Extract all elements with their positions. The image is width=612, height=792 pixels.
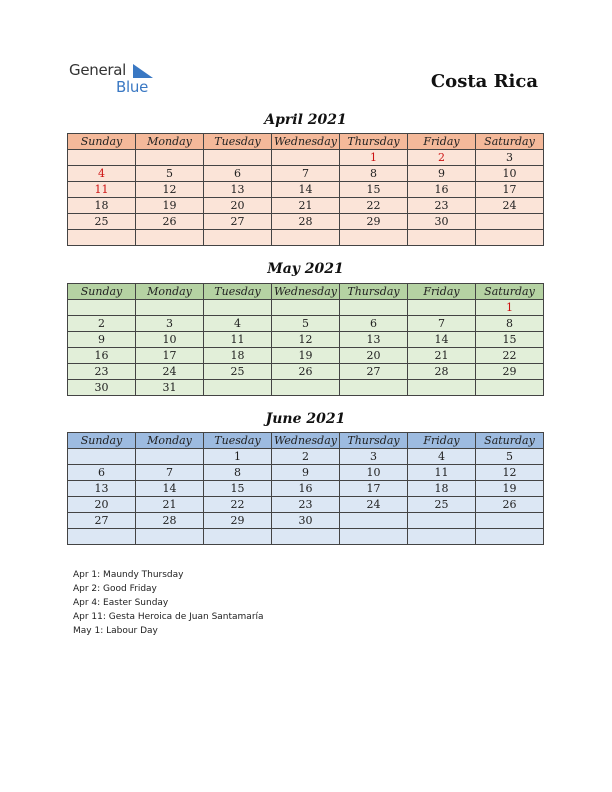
day-cell: 18 <box>68 198 136 214</box>
day-cell: 17 <box>136 348 204 364</box>
week-row <box>68 316 544 332</box>
empty-day-cell <box>136 529 204 545</box>
week-row <box>68 300 544 316</box>
country-title: Costa Rica <box>430 71 538 92</box>
day-cell: 1 <box>476 300 544 316</box>
day-cell: 3 <box>476 150 544 166</box>
empty-day-cell <box>136 150 204 166</box>
day-cell: 31 <box>136 380 204 396</box>
month-title-june: June 2021 <box>265 411 346 427</box>
day-cell: 30 <box>272 513 340 529</box>
day-cell: 28 <box>272 214 340 230</box>
day-cell: 17 <box>340 481 408 497</box>
day-cell: 20 <box>340 348 408 364</box>
empty-day-cell <box>476 529 544 545</box>
empty-day-cell <box>204 380 272 396</box>
day-cell: 1 <box>340 150 408 166</box>
week-row <box>68 513 544 529</box>
logo-text-blue: Blue <box>116 78 148 96</box>
day-cell: 3 <box>340 449 408 465</box>
holiday-item: Apr 2: Good Friday <box>73 584 157 594</box>
logo-triangle-icon <box>133 64 153 78</box>
day-cell: 11 <box>204 332 272 348</box>
empty-day-cell <box>340 380 408 396</box>
day-cell: 20 <box>204 198 272 214</box>
weekday-header: Saturday <box>476 433 544 449</box>
weekday-header: Wednesday <box>272 284 340 300</box>
day-cell: 24 <box>476 198 544 214</box>
day-cell: 19 <box>476 481 544 497</box>
weekday-header: Saturday <box>476 134 544 150</box>
day-cell: 12 <box>476 465 544 481</box>
day-cell: 13 <box>340 332 408 348</box>
day-cell: 24 <box>340 497 408 513</box>
logo <box>69 61 169 97</box>
day-cell: 9 <box>68 332 136 348</box>
day-cell: 16 <box>408 182 476 198</box>
day-cell: 7 <box>408 316 476 332</box>
weekday-header: Sunday <box>68 134 136 150</box>
weekday-header-row <box>68 134 544 150</box>
day-cell: 30 <box>408 214 476 230</box>
weekday-header: Saturday <box>476 284 544 300</box>
day-cell: 21 <box>408 348 476 364</box>
day-cell: 20 <box>68 497 136 513</box>
day-cell: 16 <box>68 348 136 364</box>
empty-day-cell <box>476 230 544 246</box>
empty-day-cell <box>68 150 136 166</box>
day-cell: 15 <box>204 481 272 497</box>
empty-day-cell <box>204 150 272 166</box>
calendar-june <box>67 432 544 545</box>
calendar-april <box>67 133 544 246</box>
day-cell: 3 <box>136 316 204 332</box>
weekday-header: Monday <box>136 284 204 300</box>
weekday-header: Tuesday <box>204 284 272 300</box>
day-cell: 26 <box>136 214 204 230</box>
empty-day-cell <box>204 300 272 316</box>
day-cell: 26 <box>272 364 340 380</box>
day-cell: 10 <box>340 465 408 481</box>
week-row <box>68 529 544 545</box>
day-cell: 2 <box>68 316 136 332</box>
empty-day-cell <box>408 300 476 316</box>
day-cell: 19 <box>272 348 340 364</box>
empty-day-cell <box>68 230 136 246</box>
holiday-item: Apr 11: Gesta Heroica de Juan Santamaría <box>73 612 264 622</box>
day-cell: 5 <box>476 449 544 465</box>
month-title-april: April 2021 <box>264 112 347 128</box>
weekday-header: Sunday <box>68 433 136 449</box>
day-cell: 18 <box>204 348 272 364</box>
empty-day-cell <box>340 513 408 529</box>
day-cell: 12 <box>272 332 340 348</box>
day-cell: 25 <box>68 214 136 230</box>
day-cell: 13 <box>204 182 272 198</box>
holiday-item: Apr 4: Easter Sunday <box>73 598 169 608</box>
day-cell: 7 <box>272 166 340 182</box>
day-cell: 22 <box>340 198 408 214</box>
weekday-header: Sunday <box>68 284 136 300</box>
empty-day-cell <box>136 449 204 465</box>
empty-day-cell <box>272 230 340 246</box>
weekday-header: Wednesday <box>272 134 340 150</box>
day-cell: 5 <box>136 166 204 182</box>
day-cell: 27 <box>68 513 136 529</box>
week-row <box>68 214 544 230</box>
day-cell: 8 <box>476 316 544 332</box>
weekday-header: Tuesday <box>204 134 272 150</box>
empty-day-cell <box>204 529 272 545</box>
day-cell: 26 <box>476 497 544 513</box>
logo-text-general: General <box>69 61 127 79</box>
day-cell: 17 <box>476 182 544 198</box>
day-cell: 1 <box>204 449 272 465</box>
day-cell: 11 <box>68 182 136 198</box>
day-cell: 10 <box>136 332 204 348</box>
holiday-list <box>73 568 264 638</box>
empty-day-cell <box>476 513 544 529</box>
weekday-header-row <box>68 284 544 300</box>
day-cell: 22 <box>204 497 272 513</box>
empty-day-cell <box>272 529 340 545</box>
day-cell: 15 <box>476 332 544 348</box>
day-cell: 2 <box>408 150 476 166</box>
day-cell: 8 <box>204 465 272 481</box>
weekday-header: Thursday <box>340 284 408 300</box>
week-row <box>68 449 544 465</box>
day-cell: 29 <box>476 364 544 380</box>
week-row <box>68 198 544 214</box>
week-row <box>68 150 544 166</box>
day-cell: 6 <box>204 166 272 182</box>
day-cell: 24 <box>136 364 204 380</box>
empty-day-cell <box>272 300 340 316</box>
weekday-header: Monday <box>136 134 204 150</box>
day-cell: 7 <box>136 465 204 481</box>
day-cell: 10 <box>476 166 544 182</box>
day-cell: 2 <box>272 449 340 465</box>
weekday-header: Wednesday <box>272 433 340 449</box>
month-title-may: May 2021 <box>267 261 344 277</box>
calendar-may <box>67 283 544 396</box>
day-cell: 16 <box>272 481 340 497</box>
weekday-header: Tuesday <box>204 433 272 449</box>
holiday-item: Apr 1: Maundy Thursday <box>73 570 184 580</box>
day-cell: 25 <box>204 364 272 380</box>
day-cell: 11 <box>408 465 476 481</box>
empty-day-cell <box>136 230 204 246</box>
empty-day-cell <box>476 380 544 396</box>
empty-day-cell <box>272 380 340 396</box>
empty-day-cell <box>408 380 476 396</box>
day-cell: 23 <box>408 198 476 214</box>
weekday-header: Friday <box>408 284 476 300</box>
week-row <box>68 230 544 246</box>
weekday-header: Friday <box>408 433 476 449</box>
day-cell: 22 <box>476 348 544 364</box>
day-cell: 25 <box>408 497 476 513</box>
day-cell: 9 <box>272 465 340 481</box>
empty-day-cell <box>476 214 544 230</box>
day-cell: 13 <box>68 481 136 497</box>
week-row <box>68 380 544 396</box>
day-cell: 4 <box>408 449 476 465</box>
empty-day-cell <box>408 230 476 246</box>
day-cell: 14 <box>408 332 476 348</box>
day-cell: 23 <box>68 364 136 380</box>
day-cell: 14 <box>136 481 204 497</box>
empty-day-cell <box>68 449 136 465</box>
day-cell: 28 <box>136 513 204 529</box>
day-cell: 9 <box>408 166 476 182</box>
day-cell: 19 <box>136 198 204 214</box>
day-cell: 4 <box>204 316 272 332</box>
empty-day-cell <box>340 300 408 316</box>
empty-day-cell <box>136 300 204 316</box>
week-row <box>68 182 544 198</box>
day-cell: 12 <box>136 182 204 198</box>
week-row <box>68 481 544 497</box>
empty-day-cell <box>68 529 136 545</box>
day-cell: 18 <box>408 481 476 497</box>
week-row <box>68 348 544 364</box>
empty-day-cell <box>408 529 476 545</box>
weekday-header: Thursday <box>340 433 408 449</box>
day-cell: 5 <box>272 316 340 332</box>
day-cell: 28 <box>408 364 476 380</box>
day-cell: 8 <box>340 166 408 182</box>
week-row <box>68 465 544 481</box>
week-row <box>68 497 544 513</box>
holiday-item: May 1: Labour Day <box>73 626 158 636</box>
weekday-header: Thursday <box>340 134 408 150</box>
empty-day-cell <box>408 513 476 529</box>
day-cell: 21 <box>136 497 204 513</box>
week-row <box>68 166 544 182</box>
day-cell: 15 <box>340 182 408 198</box>
day-cell: 4 <box>68 166 136 182</box>
day-cell: 29 <box>340 214 408 230</box>
day-cell: 23 <box>272 497 340 513</box>
weekday-header: Monday <box>136 433 204 449</box>
day-cell: 27 <box>340 364 408 380</box>
week-row <box>68 364 544 380</box>
day-cell: 29 <box>204 513 272 529</box>
empty-day-cell <box>340 529 408 545</box>
day-cell: 30 <box>68 380 136 396</box>
week-row <box>68 332 544 348</box>
day-cell: 6 <box>340 316 408 332</box>
weekday-header-row <box>68 433 544 449</box>
weekday-header: Friday <box>408 134 476 150</box>
empty-day-cell <box>272 150 340 166</box>
empty-day-cell <box>68 300 136 316</box>
day-cell: 14 <box>272 182 340 198</box>
empty-day-cell <box>340 230 408 246</box>
day-cell: 6 <box>68 465 136 481</box>
day-cell: 21 <box>272 198 340 214</box>
day-cell: 27 <box>204 214 272 230</box>
empty-day-cell <box>204 230 272 246</box>
